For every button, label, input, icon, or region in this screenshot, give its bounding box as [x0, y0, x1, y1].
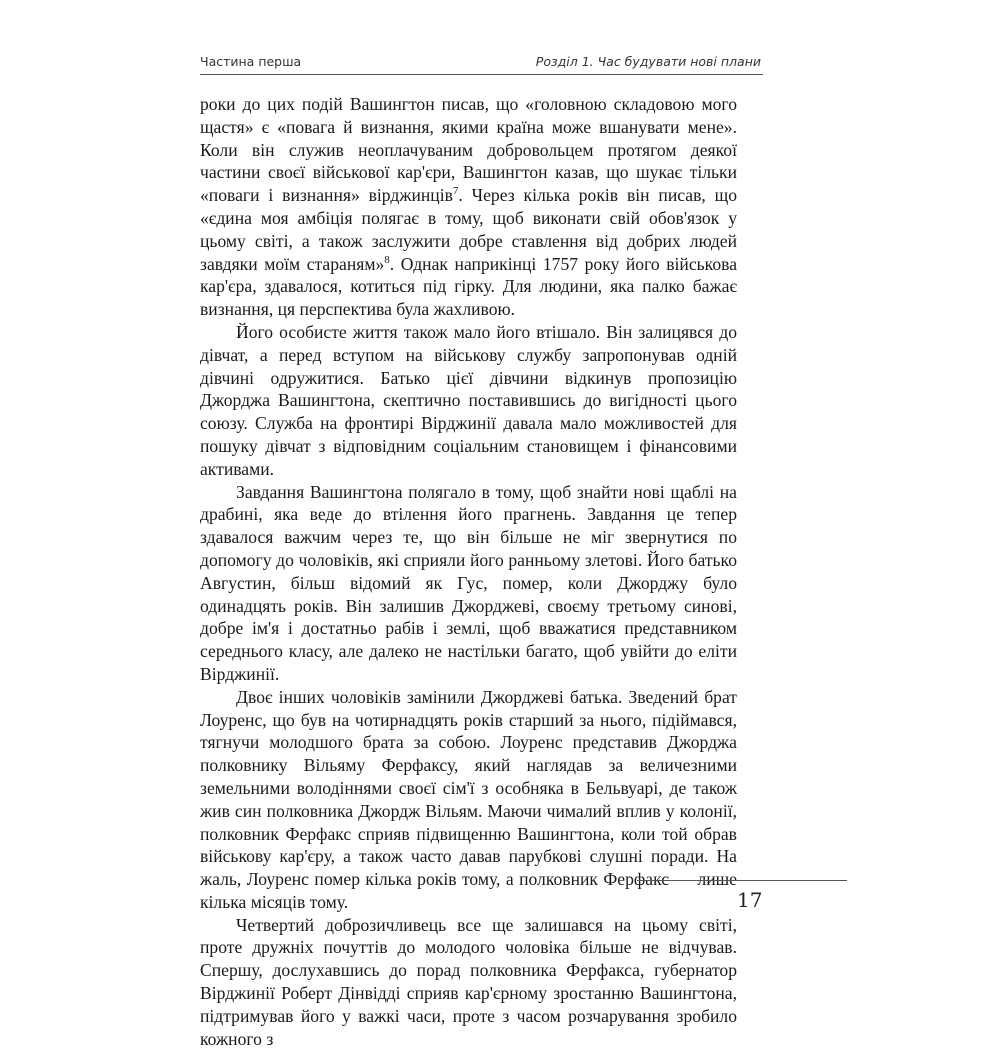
folio-rule — [637, 880, 847, 881]
paragraph-3 — [200, 481, 737, 686]
text-run: . Через кілька років він писав, що «єдина моя амбіція полягає в тому, щоб виконати свій обов'язок у цьому світі, а також заслужити добре ставлення від добрих людей завдяки моїм стараням» — [200, 185, 737, 274]
running-head — [200, 52, 763, 75]
footnote-ref-8: 8 — [384, 253, 390, 266]
body-text — [200, 93, 737, 1050]
page-number: 17 — [737, 888, 763, 912]
text-run: роки до цих подій Вашингтон писав, що «головною складовою мого щастя» є «повага й визнання, якими країна може вшанувати мене». Коли він служив неоплачуваним добровольцем протягом деякої частини своєї військової кар'єри, Вашингтон казав, що шукає тільки «поваги і визнання» вірджинців — [200, 94, 737, 206]
running-head-chapter: Розділ 1. Час будувати нові плани — [535, 54, 761, 69]
text-run: Четвертий доброзичливець все ще залишався на цьому світі, проте дружніх почуттів до молодого чоловіка більше не відчував. Спершу, дослухавшись до порад полковника Ферфакса, губернатор Вірджинії Роберт Дінвідді сприяв кар'єрному зростанню Вашингтона, підтримував його у важкі часи, проте з часом розчарування зробило кожного з — [200, 914, 737, 1049]
text-run: . Однак наприкінці 1757 року його військова кар'єра, здавалося, котиться під гірку. Для людини, яка палко бажає визнання, ця перспектива була жахливою. — [200, 253, 738, 320]
paragraph-2 — [200, 321, 737, 481]
paragraph-5 — [200, 914, 737, 1050]
text-run: Двоє інших чоловіків замінили Джорджеві батька. Зведений брат Лоуренс, що був на чотирнадцять років старший за нього, підіймався, тягнучи молодшого брата за собою. Лоуренс представив Джорджа полковнику Вільяму Ферфаксу, який наглядав за величезними земельними володіннями своєї сім'ї з особняка в Бельвуарі, де також жив син полковника Джордж Вільям. Маючи чималий вплив у колонії, полковник Ферфакс сприяв підвищенню Вашингтона, коли той обрав військову кар'єру, а також часто давав парубкові слушні поради. На жаль, Лоуренс помер кілька років тому, а полковник Ферфакс — лише кілька місяців тому. — [200, 686, 737, 912]
running-head-part: Частина перша — [200, 54, 302, 69]
text-run: Завдання Вашингтона полягало в тому, щоб знайти нові щаблі на драбині, яка веде до втілення його прагнень. Завдання це тепер здавалося важчим через те, що він більше не міг звернутися по допомогу до чоловіків, які сприяли його ранньому злетові. Його батько Августин, більш відомий як Гус, помер, коли Джорджу було одинадцять років. Він залишив Джорджеві, своєму третьому синові, добре ім'я і достатньо рабів і землі, щоб вважатися представником середнього класу, але далеко не настільки багато, щоб увійти до еліти Вірджинії. — [200, 481, 737, 684]
text-run: Його особисте життя також мало його втішало. Він залицявся до дівчат, а перед вступом на військову службу запропонував одній дівчині одружитися. Батько цієї дівчини відкинув пропозицію Джорджа Вашингтона, скептично поставившись до вигідності цього союзу. Служба на фронтирі Вірджинії давала мало можливостей для пошуку дівчат з відповідним соціальним становищем і фінансовими активами. — [200, 321, 737, 479]
paragraph-1 — [200, 93, 737, 321]
footnote-ref-7: 7 — [452, 185, 459, 198]
